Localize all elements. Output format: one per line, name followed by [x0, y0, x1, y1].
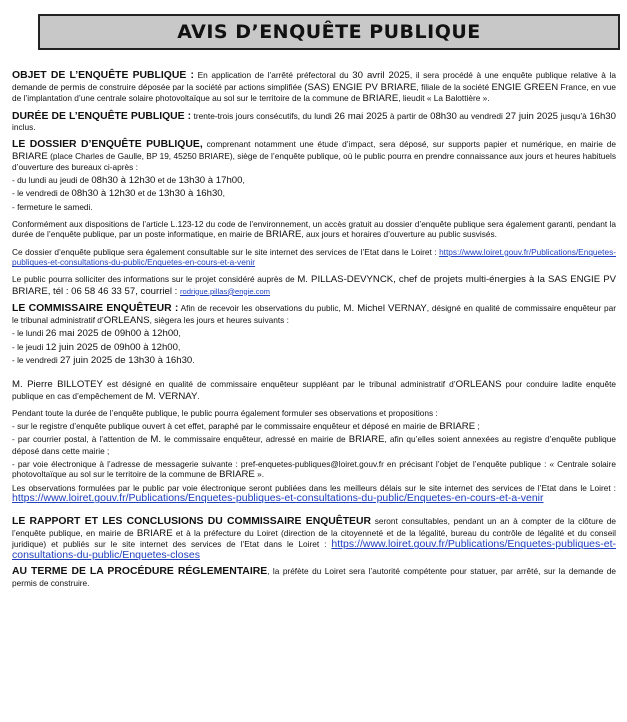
text: BRIARE [219, 469, 255, 481]
title-box [38, 14, 620, 50]
text: comprenant notamment une étude d’impact, sera déposé, sur supports papier et numérique, en mairie de [202, 138, 616, 149]
page-title: AVIS D’ENQUÊTE PUBLIQUE [177, 21, 481, 43]
text: à partir de [387, 110, 431, 121]
text: Ce dossier d’enquête publique sera également consultable sur le site internet des services de l’Etat dans le Loiret : [12, 246, 440, 257]
text: ORLEANS [103, 314, 150, 326]
hours-line-3: - fermeture le samedi. [12, 201, 93, 212]
text: M. Pierre BILLOTEY [12, 379, 103, 391]
text: M. [150, 434, 162, 446]
text: 13h30 à 17h00 [178, 174, 243, 186]
rapport-paragraph [12, 516, 616, 560]
text: ORLEANS [455, 379, 502, 391]
permanence-3 [12, 355, 616, 367]
text: - le lundi [12, 328, 46, 339]
text: M. PILLAS-DEVYNCK, chef de projets multi-énergies à la SAS ENGIE PV BRIARE, tél : 06 58 46 33 57, courriel : [12, 273, 616, 297]
objet-heading: OBJET DE L’ENQUÊTE PUBLIQUE : [12, 70, 194, 81]
text: M. VERNAY [145, 390, 198, 402]
text: trente-trois jours consécutifs, du lundi [191, 110, 335, 121]
text: , filiale de la société [416, 81, 492, 92]
text: , afin qu’elles soient annexées au registre d’enquête publique déposé dans cette mairie ; [12, 434, 616, 457]
hours-line-2 [12, 188, 616, 200]
terme-heading: AU TERME DE LA PROCÉDURE RÉGLEMENTAIRE [12, 566, 268, 578]
commissaire-heading: LE COMMISSAIRE ENQUÊTEUR : [12, 303, 179, 315]
dossier-paragraph [12, 139, 616, 173]
text: 08h30 [430, 110, 457, 122]
publication-paragraph [12, 483, 616, 504]
text: - du lundi au jeudi de [12, 174, 92, 185]
text: ENGIE GREEN [491, 81, 559, 93]
text: . [192, 355, 195, 366]
contact-email-link[interactable]: rodrigue.pillas@engie.com [179, 286, 271, 296]
text: - sur le registre d’enquête publique ouvert à cet effet, paraphé par le commissaire enquêteur et déposé en mairie de [12, 420, 440, 431]
suppleant-paragraph [12, 379, 616, 402]
text: BRIARE [136, 527, 173, 539]
text: et de [135, 188, 159, 199]
text: , [242, 174, 245, 185]
observations-intro: Pendant toute la durée de l’enquête publique, le public pourra également formuler ses observations et propositions : [12, 408, 438, 419]
observations-site-link[interactable]: https://www.loiret.gouv.fr/Publications/Enquetes-publiques-et-consultations-du-public/Enquetes-en-cours-et-a-venir [12, 492, 544, 505]
text: (place Charles de Gaulle, BP 19, 45250 BRIARE), siège de l’enquête publique, où le public pourra en prendre connaissance aux jours et heures habituels d’ouverture des bureaux ci-après : [12, 150, 616, 173]
text: BRIARE [439, 420, 476, 432]
text: jusqu’à [558, 110, 590, 121]
text: - le vendredi de [12, 188, 72, 199]
text: BRIARE [12, 150, 48, 162]
text: Conformément aux dispositions de l’article L.123-12 du code de l’environnement, un accès gratuit au dossier d’enquête publique sera également garanti, pendant la durée de l’enquête publique, par un poste informatique, en mairie de [12, 218, 616, 240]
text: ; [475, 420, 480, 431]
text: , aux jours et horaires d’ouverture au public susvisés. [301, 229, 497, 240]
text: le commissaire enquêteur, adressé en mairie de [161, 434, 349, 445]
text: , siègera les jours et heures suivants : [149, 314, 289, 325]
text: BRIARE [265, 229, 302, 241]
text: 26 mai 2025 [334, 110, 388, 122]
permanence-1 [12, 328, 616, 340]
dossier-heading: LE DOSSIER D’ENQUÊTE PUBLIQUE, [12, 138, 203, 150]
text: BRIARE [348, 434, 385, 446]
text: 27 juin 2025 de 13h30 à 16h30 [59, 355, 193, 367]
duree-paragraph [12, 111, 616, 133]
text: est désigné en qualité de commissaire enquêteur suppléant par le tribunal administratif d’ [102, 379, 456, 390]
text: (SAS) ENGIE PV BRIARE [304, 81, 417, 93]
text: - le vendredi [12, 355, 60, 366]
rapport-site-link[interactable]: https://www.loiret.gouv.fr/Publications/Enquetes-publiques-et-consultations-du-public/Enquetes-closes [12, 538, 616, 561]
text: Les observations formulées par le public par voie électronique seront publiées dans les meilleurs délais sur le site internet des services de l’Etat dans le Loiret : [12, 482, 616, 493]
permanence-2 [12, 342, 616, 354]
text: , [222, 188, 225, 199]
text: et de [155, 174, 179, 185]
commissaire-paragraph [12, 303, 616, 326]
site-paragraph [12, 247, 616, 268]
terme-paragraph [12, 566, 616, 588]
text: 08h30 à 12h30 [71, 188, 136, 200]
text: 16h30 [589, 110, 616, 122]
observation-electronique [12, 459, 616, 481]
conformement-paragraph [12, 219, 616, 241]
text: , il sera procédé à une enquête publique relative à la demande de permis de construire déposée par la société par actions simplifiée [12, 70, 616, 92]
text: Afin de recevoir les observations du public, [178, 303, 344, 314]
text: et à la préfecture du Loiret (direction de la citoyenneté et de la légalité, bureau du contrôle de légalité et du conseil juridique) et publiés sur le site internet des services de l’Etat dans le Loiret : [12, 527, 616, 550]
text: , désigné en qualité de commissaire enquêteur par le tribunal administratif d’ [12, 303, 616, 325]
text: 08h30 à 12h30 [91, 174, 156, 186]
hours-line-1 [12, 175, 616, 187]
dossier-site-link[interactable]: https://www.loiret.gouv.fr/Publications/Enquetes-publiques-et-consultations-du-public/Enquetes-en-cours-et-a-venir [12, 246, 616, 268]
text: au vendredi [456, 110, 506, 121]
text: Le public pourra solliciter des informations sur le projet considéré auprès de [12, 273, 298, 284]
text: En application de l’arrêté préfectoral du [193, 70, 353, 80]
rapport-heading: LE RAPPORT ET LES CONCLUSIONS DU COMMISSAIRE ENQUÊTEUR [12, 516, 371, 527]
text: , [178, 328, 181, 339]
text: 26 mai 2025 de 09h00 à 12h00 [45, 328, 179, 340]
text: - le jeudi [12, 341, 46, 352]
text: 30 avril 2025 [352, 70, 410, 81]
text: pour conduire ladite enquête publique en cas d’empêchement de [12, 379, 617, 401]
text: ». [254, 469, 265, 480]
text: - par courrier postal, à l’attention de [12, 434, 151, 445]
text: - par voie électronique à l’adresse de messagerie suivante : pref-enquetes-publiques@loiret.gouv.fr en précisant l’objet de l’enquête publique : « Centrale solaire photovoltaïque au sol sur le territoire de la commune de [12, 458, 616, 480]
observation-registre [12, 421, 616, 433]
text: M. Michel VERNAY [343, 303, 427, 315]
observation-courrier [12, 434, 616, 456]
notice-body [12, 70, 616, 595]
objet-paragraph [12, 70, 616, 105]
text: seront consultables, pendant un an à compter de la clôture de l’enquête publique, en mairie de [12, 516, 616, 538]
text: inclus. [12, 122, 36, 133]
text: , lieudit « La Balottière ». [398, 93, 490, 104]
text: 13h30 à 16h30 [158, 188, 223, 200]
duree-heading: DURÉE DE L’ENQUÊTE PUBLIQUE : [12, 110, 192, 122]
text: France, en vue de l’implantation d’une centrale solaire photovoltaïque au sol sur le territoire de la commune de [12, 81, 616, 104]
text: , la préfète du Loiret sera l’autorité compétente pour statuer, par arrêté, sur la demande de permis de construire. [12, 566, 616, 588]
contact-paragraph [12, 274, 616, 297]
text: BRIARE [362, 93, 399, 105]
text: , [177, 341, 181, 352]
text: . [197, 390, 200, 401]
text: 12 juin 2025 de 09h00 à 12h00 [45, 341, 178, 353]
text: 27 juin 2025 [505, 110, 559, 122]
